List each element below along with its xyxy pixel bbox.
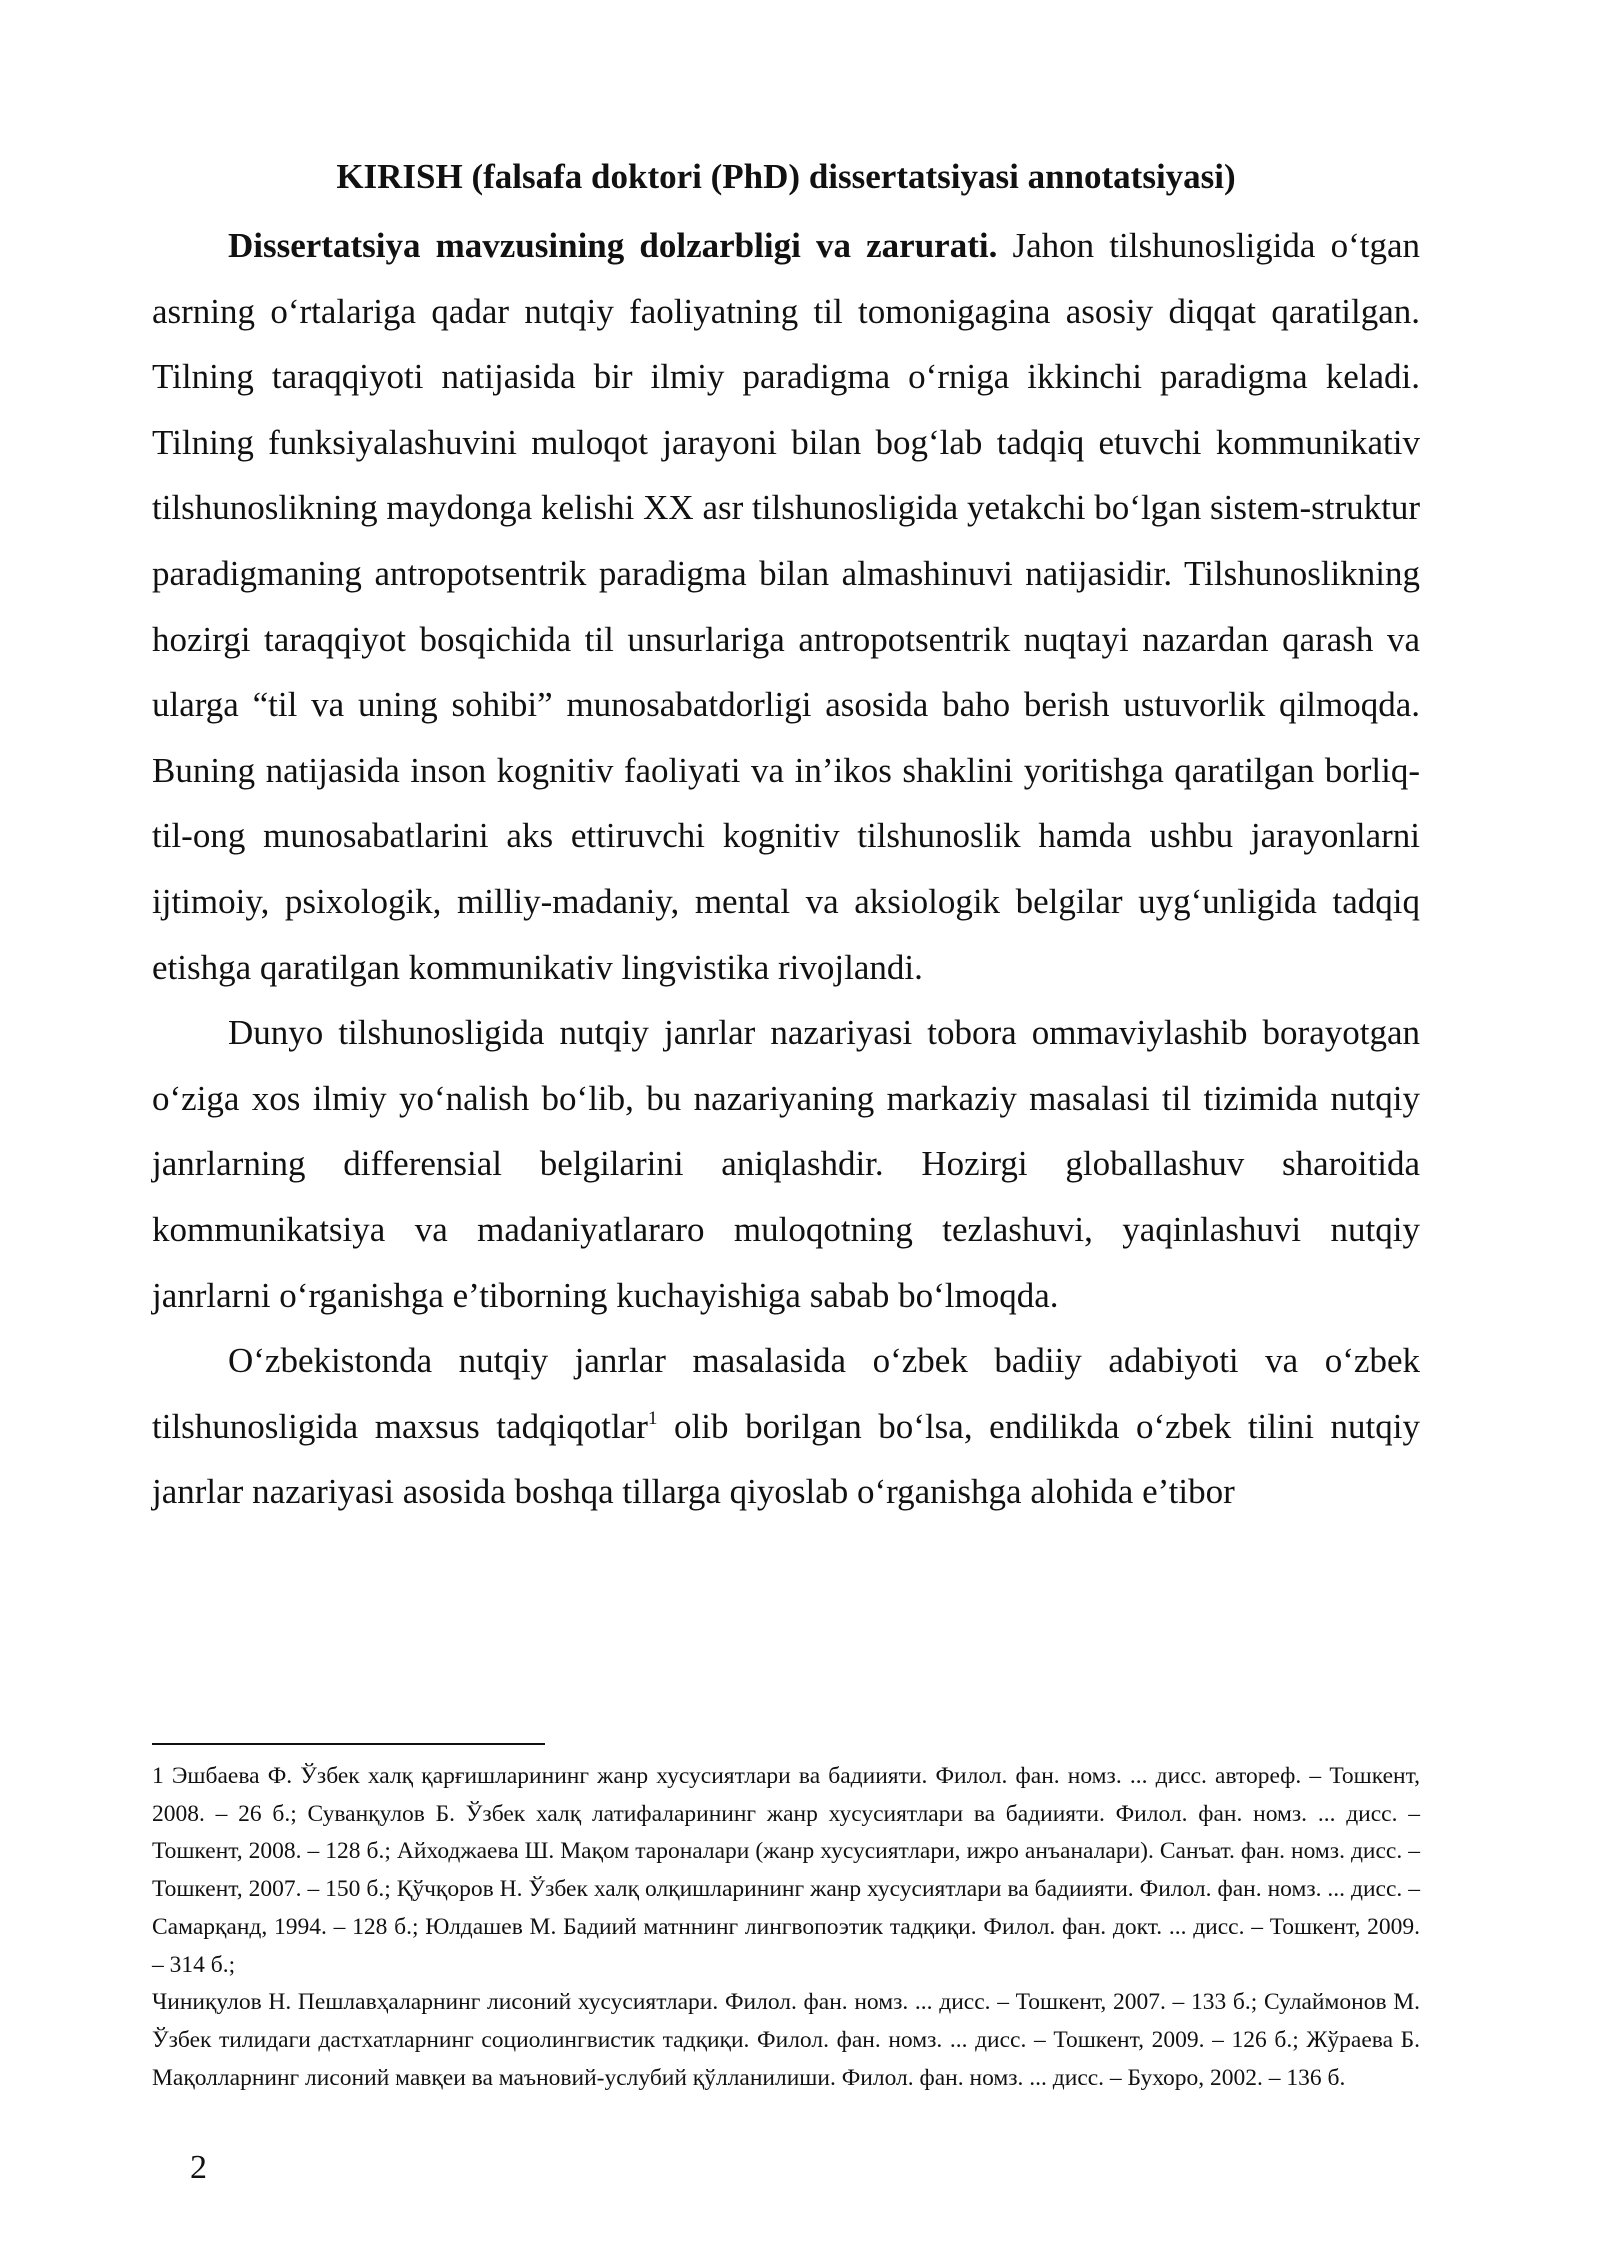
paragraph-speech-genres <box>152 1000 1420 1328</box>
paragraph-text: O‘zbekistonda nutqiy janrlar masalasida o‘zbek badiiy adabiyoti va o‘zbek tilshunosligida maxsus tadqiqotlar <box>152 1341 1420 1446</box>
paragraph-uzbekistan <box>152 1328 1420 1525</box>
footnote-separator <box>152 1743 545 1745</box>
footnote-text: Чиниқулов Н. Пешлавҳаларнинг лисоний хусусиятлари. Филол. фан. номз. ... дисс. – Тошкент, 2007. – 133 б.; Сулаймонов М. Ўзбек тилидаги дастхатларнинг социолингвистик тадқиқи. Филол. фан. номз. ... дисс. – Тошкент, 2009. – 126 б.; Жўраева Б. Мақолларнинг лисоний мавқеи ва маъновий-услубий қўлланилиши. Филол. фан. номз. ... дисс. – Бухоро, 2002. – 136 б. <box>152 1989 1420 2091</box>
paragraph-relevance <box>152 213 1420 1000</box>
paragraph-text: olib borilgan bo‘lsa, endilikda o‘zbek tilini nutqiy janrlar nazariyasi asosida boshqa tillarga qiyoslab o‘rganishga alohida e’tibor <box>152 1406 1420 1512</box>
paragraph-text: Jahon tilshunosligida o‘tgan asrning o‘rtalariga qadar nutqiy faoliyatning til tomonigagina asosiy diqqat qaratilgan. Tilning taraqqiyoti natijasida bir ilmiy paradigma o‘rniga ikkinchi paradigma keladi. Tilning funksiyalashuvini muloqot jarayoni bilan bog‘lab tadqiq etuvchi kommunikativ tilshunoslikning maydonga kelishi XX asr tilshunosligida yetakchi bo‘lgan sistem-struktur paradigmaning antropotsentrik paradigma bilan almashinuvi natijasidir. Tilshunoslikning hozirgi taraqqiyot bosqichida til unsurlariga antropotsentrik nuqtayi nazardan qarash va ularga “til va uning sohibi” munosabatdorligi asosida baho berish ustuvorlik qilmoqda. Buning natijasida inson kognitiv faoliyati va in’ikos shaklini yoritishga qaratilgan borliq-til-ong munosabatlarini aks ettiruvchi kognitiv tilshunoslik hamda ushbu jarayonlarni ijtimoiy, psixologik, milliy-madaniy, mental va aksiologik belgilar uyg‘unligida tadqiq etishga qaratilgan kommunikativ lingvistika rivojlandi. <box>152 226 1420 987</box>
paragraph-text: Dunyo tilshunosligida nutqiy janrlar nazariyasi tobora ommaviylashib borayotgan o‘ziga xos ilmiy yo‘nalish bo‘lib, bu nazariyaning markaziy masalasi til tizimida nutqiy janrlarning differensial belgilarini aniqlashdir. Hozirgi globallashuv sharoitida kommunikatsiya va madaniyatlararo muloqotning tezlashuvi, yaqinlashuvi nutqiy janrlarni o‘rganishga e’tiborning kuchayishiga sabab bo‘lmoqda. <box>152 1013 1420 1315</box>
footnotes <box>152 1758 1420 2097</box>
paragraph-lead-heading: Dissertatsiya mavzusining dolzarbligi va zarurati. <box>228 226 998 265</box>
section-title: KIRISH (falsafa doktori (PhD) dissertatsiyasi annotatsiyasi) <box>336 157 1236 196</box>
footnote-reference[interactable]: 1 <box>647 1407 658 1429</box>
page-number: 2 <box>190 2149 207 2186</box>
footnote-text: 1 Эшбаева Ф. Ўзбек халқ қарғишларининг жанр хусусиятлари ва бадиияти. Филол. фан. номз. ... дисс. автореф. – Тошкент, 2008. – 26 б.; Суванқулов Б. Ўзбек халқ латифаларининг жанр хусусиятлари ва бадиияти. Филол. фан. номз. ... дисс. – Тошкент, 2008. – 128 б.; Айходжаева Ш. Мақом тароналари (жанр хусусиятлари, ижро анъаналари). Санъат. фан. номз. дисс. – Тошкент, 2007. – 150 б.; Қўчқоров Н. Ўзбек халқ олқишларининг жанр хусусиятлари ва бадиияти. Филол. фан. номз. ... дисс. – Самарқанд, 1994. – 128 б.; Юлдашев М. Бадиий матннинг лингвопоэтик тадқиқи. Филол. фан. докт. ... дисс. – Тошкент, 2009. – 314 б.; <box>152 1763 1420 1978</box>
body-text <box>152 213 1420 1525</box>
